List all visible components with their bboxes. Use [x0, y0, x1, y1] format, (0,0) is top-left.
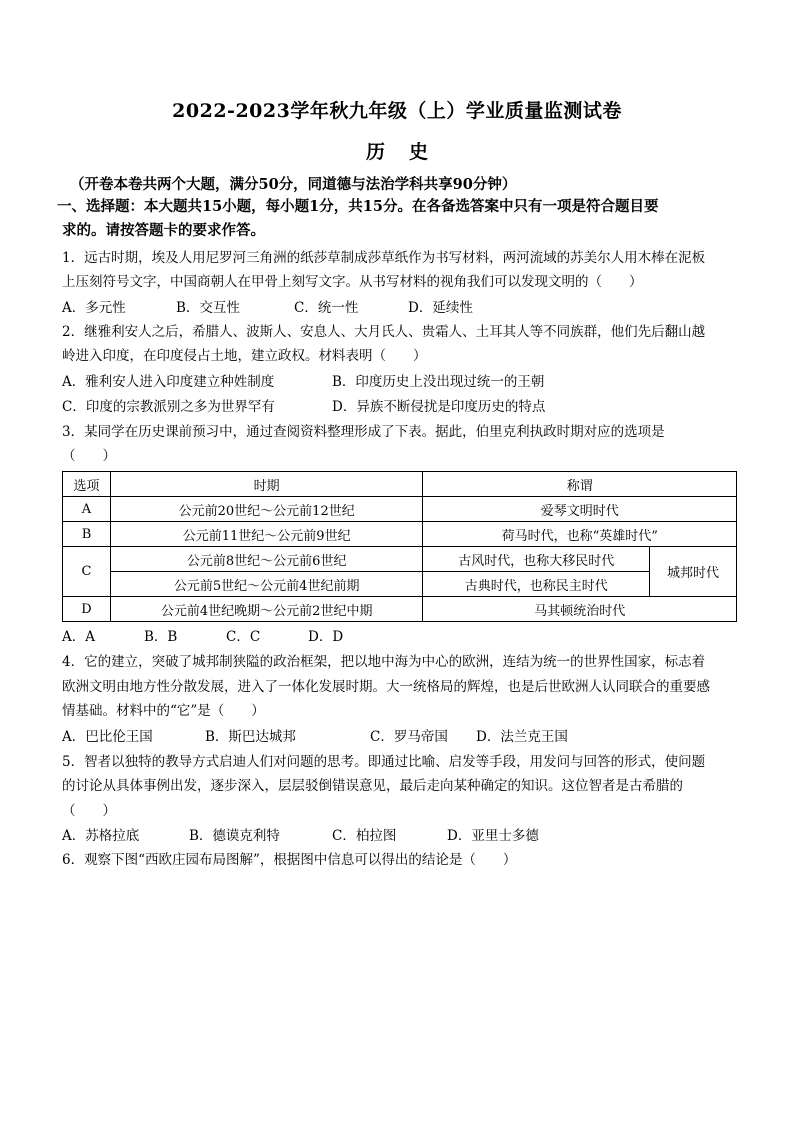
header-option: 选项	[63, 472, 111, 497]
q6-line1: 6．观察下图“西欧庄园布局图解”，根据图中信息可以得出的结论是（ ）	[62, 852, 517, 868]
q4-line1: 4．它的建立，突破了城邦制狭隘的政治框架，把以地中海为中心的欧洲，连结为统一的世界性国家，标志着	[62, 654, 706, 670]
table-row	[63, 572, 737, 597]
table-row	[63, 597, 737, 622]
q3-period-table	[62, 471, 737, 622]
q1-line1: 1．远古时期，埃及人用尼罗河三角洲的纸莎草制成莎草纸作为书写材料，两河流域的苏美尔人用木棒在泥板	[62, 250, 706, 266]
q5-line2: 的讨论从具体事例出发，逐步深入，层层驳倒错误意见，最后走向某种确定的知识。这位智者是古希腊的	[62, 778, 683, 794]
q3-option-b: B．B	[144, 629, 178, 645]
q1-option-b: B．交互性	[176, 300, 240, 316]
q1-option-a: A．多元性	[62, 300, 126, 316]
q3-line1: 3．某同学在历史课前预习中，通过查阅资料整理形成了下表。据此，伯里克利执政时期对应的选项是	[62, 424, 665, 440]
table-cell: C	[63, 547, 111, 597]
q5-option-d: D．亚里士多德	[447, 828, 539, 844]
q5-line1: 5．智者以独特的教导方式启迪人们对问题的思考。即通过比喻、启发等手段，用发问与回答的形式，使问题	[62, 754, 706, 770]
table-cell: 公元前5世纪～公元前4世纪前期	[110, 572, 423, 597]
q2-options-row1	[62, 372, 742, 392]
section-heading-line1: 一、选择题：本大题共15小题，每小题1分，共15分。在各备选答案中只有一项是符合题目要	[57, 198, 659, 215]
table-cell: 古典时代，也称民主时代	[423, 572, 650, 597]
q2-option-b: B．印度历史上没出现过统一的王朝	[332, 374, 545, 390]
q4-option-d: D．法兰克王国	[476, 729, 568, 745]
table-cell: A	[63, 497, 111, 522]
q5-options	[62, 826, 742, 846]
table-row	[63, 522, 737, 547]
table-cell: 爱琴文明时代	[423, 497, 737, 522]
table-cell: 公元前4世纪晚期～公元前2世纪中期	[110, 597, 423, 622]
q1-option-c: C．统一性	[294, 300, 359, 316]
q4-option-b: B．斯巴达城邦	[205, 729, 296, 745]
exam-title: 2022-2023学年秋九年级（上）学业质量监测试卷	[172, 100, 622, 122]
q3-options	[62, 627, 742, 647]
table-cell: 公元前20世纪～公元前12世纪	[110, 497, 423, 522]
q4-options	[62, 727, 742, 747]
table-cell: 公元前11世纪～公元前9世纪	[110, 522, 423, 547]
table-header-row	[63, 472, 737, 497]
q1-options	[62, 298, 742, 318]
q4-option-c: C．罗马帝国	[370, 729, 448, 745]
q1-option-d: D．延续性	[408, 300, 473, 316]
table-cell: D	[63, 597, 111, 622]
q2-option-d: D．异族不断侵扰是印度历史的特点	[332, 399, 546, 415]
table-cell: 古风时代，也称大移民时代	[423, 547, 650, 572]
q3-option-d: D．D	[308, 629, 344, 645]
header-name: 称谓	[423, 472, 737, 497]
q5-option-a: A．苏格拉底	[62, 828, 140, 844]
q2-option-a: A．雅利安人进入印度建立种姓制度	[62, 374, 275, 390]
header-period: 时期	[110, 472, 423, 497]
q4-option-a: A．巴比伦王国	[62, 729, 153, 745]
q5-option-b: B．德谟克利特	[189, 828, 280, 844]
q2-option-c: C．印度的宗教派别之多为世界罕有	[62, 399, 275, 415]
table-cell: 马其顿统治时代	[423, 597, 737, 622]
table-cell-group: 城邦时代	[650, 547, 737, 597]
q1-line2: 上压刻符号文字，中国商朝人在甲骨上刻写文字。从书写材料的视角我们可以发现文明的（ ）	[62, 274, 643, 290]
exam-note: （开卷本卷共两个大题，满分50分，同道德与法治学科共享90分钟）	[70, 176, 517, 193]
q5-line3: （ ）	[62, 803, 116, 819]
q4-line3: 情基础。材料中的“它”是（ ）	[62, 703, 265, 719]
table-cell: B	[63, 522, 111, 547]
section-heading-line2: 求的。请按答题卡的要求作答。	[62, 222, 265, 239]
table-row	[63, 497, 737, 522]
table-row	[63, 547, 737, 572]
q3-option-c: C．C	[226, 629, 261, 645]
q2-options-row2	[62, 397, 742, 417]
q2-line2: 岭进入印度，在印度侵占土地，建立政权。材料表明（ ）	[62, 348, 427, 364]
subject-title: 历史	[365, 141, 452, 163]
table-cell: 荷马时代，也称“英雄时代”	[423, 522, 737, 547]
q5-option-c: C．柏拉图	[332, 828, 397, 844]
q2-line1: 2．继雅利安人之后，希腊人、波斯人、安息人、大月氏人、贵霜人、土耳其人等不同族群，他们先后翻山越	[62, 324, 706, 340]
q4-line2: 欧洲文明由地方性分散发展，进入了一体化发展时期。大一统格局的辉煌，也是后世欧洲人认同联合的重要感	[62, 679, 710, 695]
q3-option-a: A．A	[62, 629, 95, 645]
q3-line2: （ ）	[62, 448, 116, 464]
table-cell: 公元前8世纪～公元前6世纪	[110, 547, 423, 572]
